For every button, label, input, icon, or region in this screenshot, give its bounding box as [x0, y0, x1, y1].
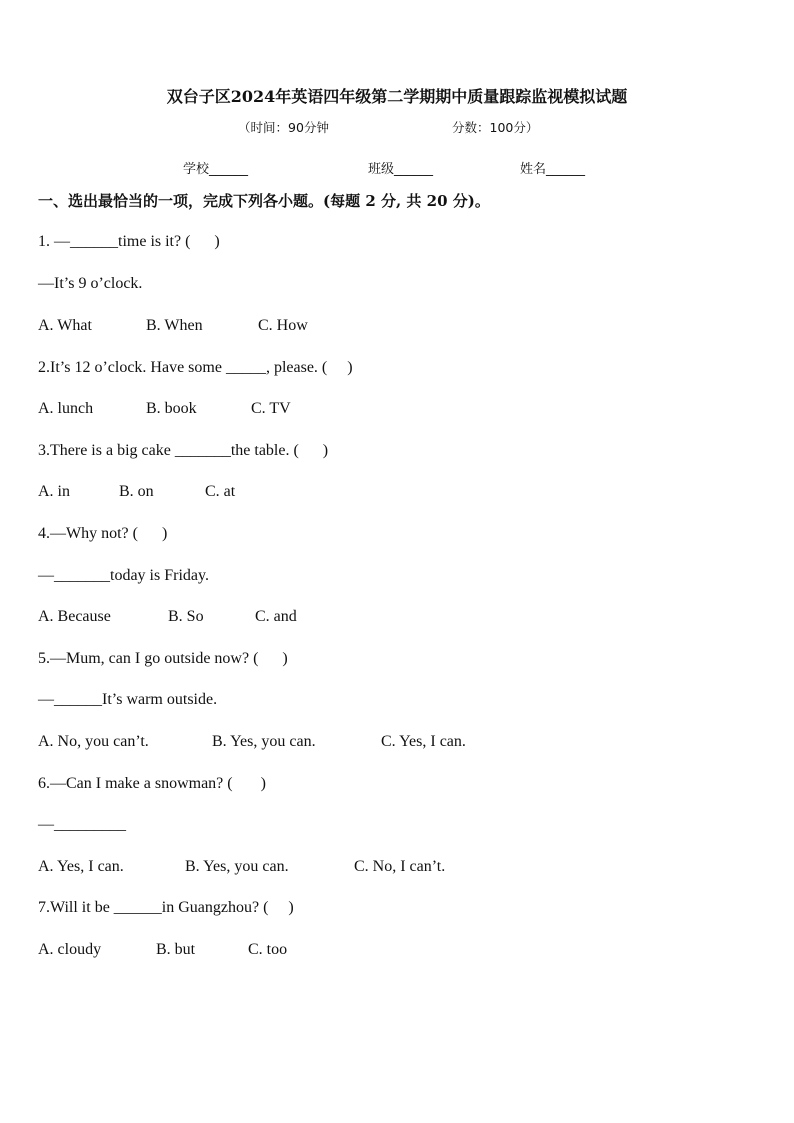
- question-6-option-b: B. Yes, you can.: [185, 858, 289, 875]
- total-score: 分数：100分）: [452, 120, 539, 135]
- question-1-option-b: B. When: [146, 317, 203, 334]
- question-1-option-c: C. How: [258, 317, 308, 334]
- question-5-stem: 5.—Mum, can I go outside now? ( ): [38, 650, 288, 667]
- question-5-option-b: B. Yes, you can.: [212, 733, 316, 750]
- question-4-answer-line: —_______today is Friday.: [38, 567, 209, 584]
- question-5-option-c: C. Yes, I can.: [381, 733, 466, 750]
- question-3-option-c: C. at: [205, 483, 236, 500]
- section-title: 一、选出最恰当的一项，完成下列各小题。(每题 2 分, 共 20 分)。: [38, 192, 490, 210]
- question-2-option-c: C. TV: [251, 400, 291, 417]
- time-limit: （时间：90分钟: [238, 120, 329, 135]
- name-field: 姓名______: [520, 162, 586, 177]
- question-3-stem: 3.There is a big cake _______the table. ( ): [38, 442, 329, 459]
- question-1-stem: 1. —______time is it? ( ): [38, 233, 220, 250]
- question-7-stem: 7.Will it be ______in Guangzhou? ( ): [38, 899, 294, 916]
- question-6-stem: 6.—Can I make a snowman? ( ): [38, 775, 266, 792]
- question-4-option-c: C. and: [255, 608, 297, 625]
- class-field: 班级______: [368, 162, 434, 177]
- question-2-option-b: B. book: [146, 400, 197, 417]
- question-2-option-a: A. lunch: [38, 400, 94, 417]
- question-3-option-b: B. on: [119, 483, 154, 500]
- question-3-option-a: A. in: [38, 483, 70, 500]
- page-title: 双台子区2024年英语四年级第二学期期中质量跟踪监视模拟试题: [166, 87, 628, 106]
- question-6-option-c: C. No, I can’t.: [354, 858, 446, 875]
- question-6-answer-line: —_________: [38, 816, 126, 833]
- question-5-option-a: A. No, you can’t.: [38, 733, 149, 750]
- question-6-option-a: A. Yes, I can.: [38, 858, 124, 875]
- question-7-option-b: B. but: [156, 941, 196, 958]
- question-5-answer-line: —______It’s warm outside.: [38, 691, 218, 708]
- question-4-option-b: B. So: [168, 608, 204, 625]
- question-7-option-c: C. too: [248, 941, 288, 958]
- school-field: 学校______: [183, 162, 249, 177]
- question-2-stem: 2.It’s 12 o’clock. Have some _____, please. ( ): [38, 359, 353, 376]
- question-4-stem: 4.—Why not? ( ): [38, 525, 168, 542]
- question-1-option-a: A. What: [38, 317, 92, 334]
- question-4-option-a: A. Because: [38, 608, 111, 625]
- question-1-answer-line: —It’s 9 o’clock.: [38, 275, 143, 292]
- question-7-option-a: A. cloudy: [38, 941, 102, 958]
